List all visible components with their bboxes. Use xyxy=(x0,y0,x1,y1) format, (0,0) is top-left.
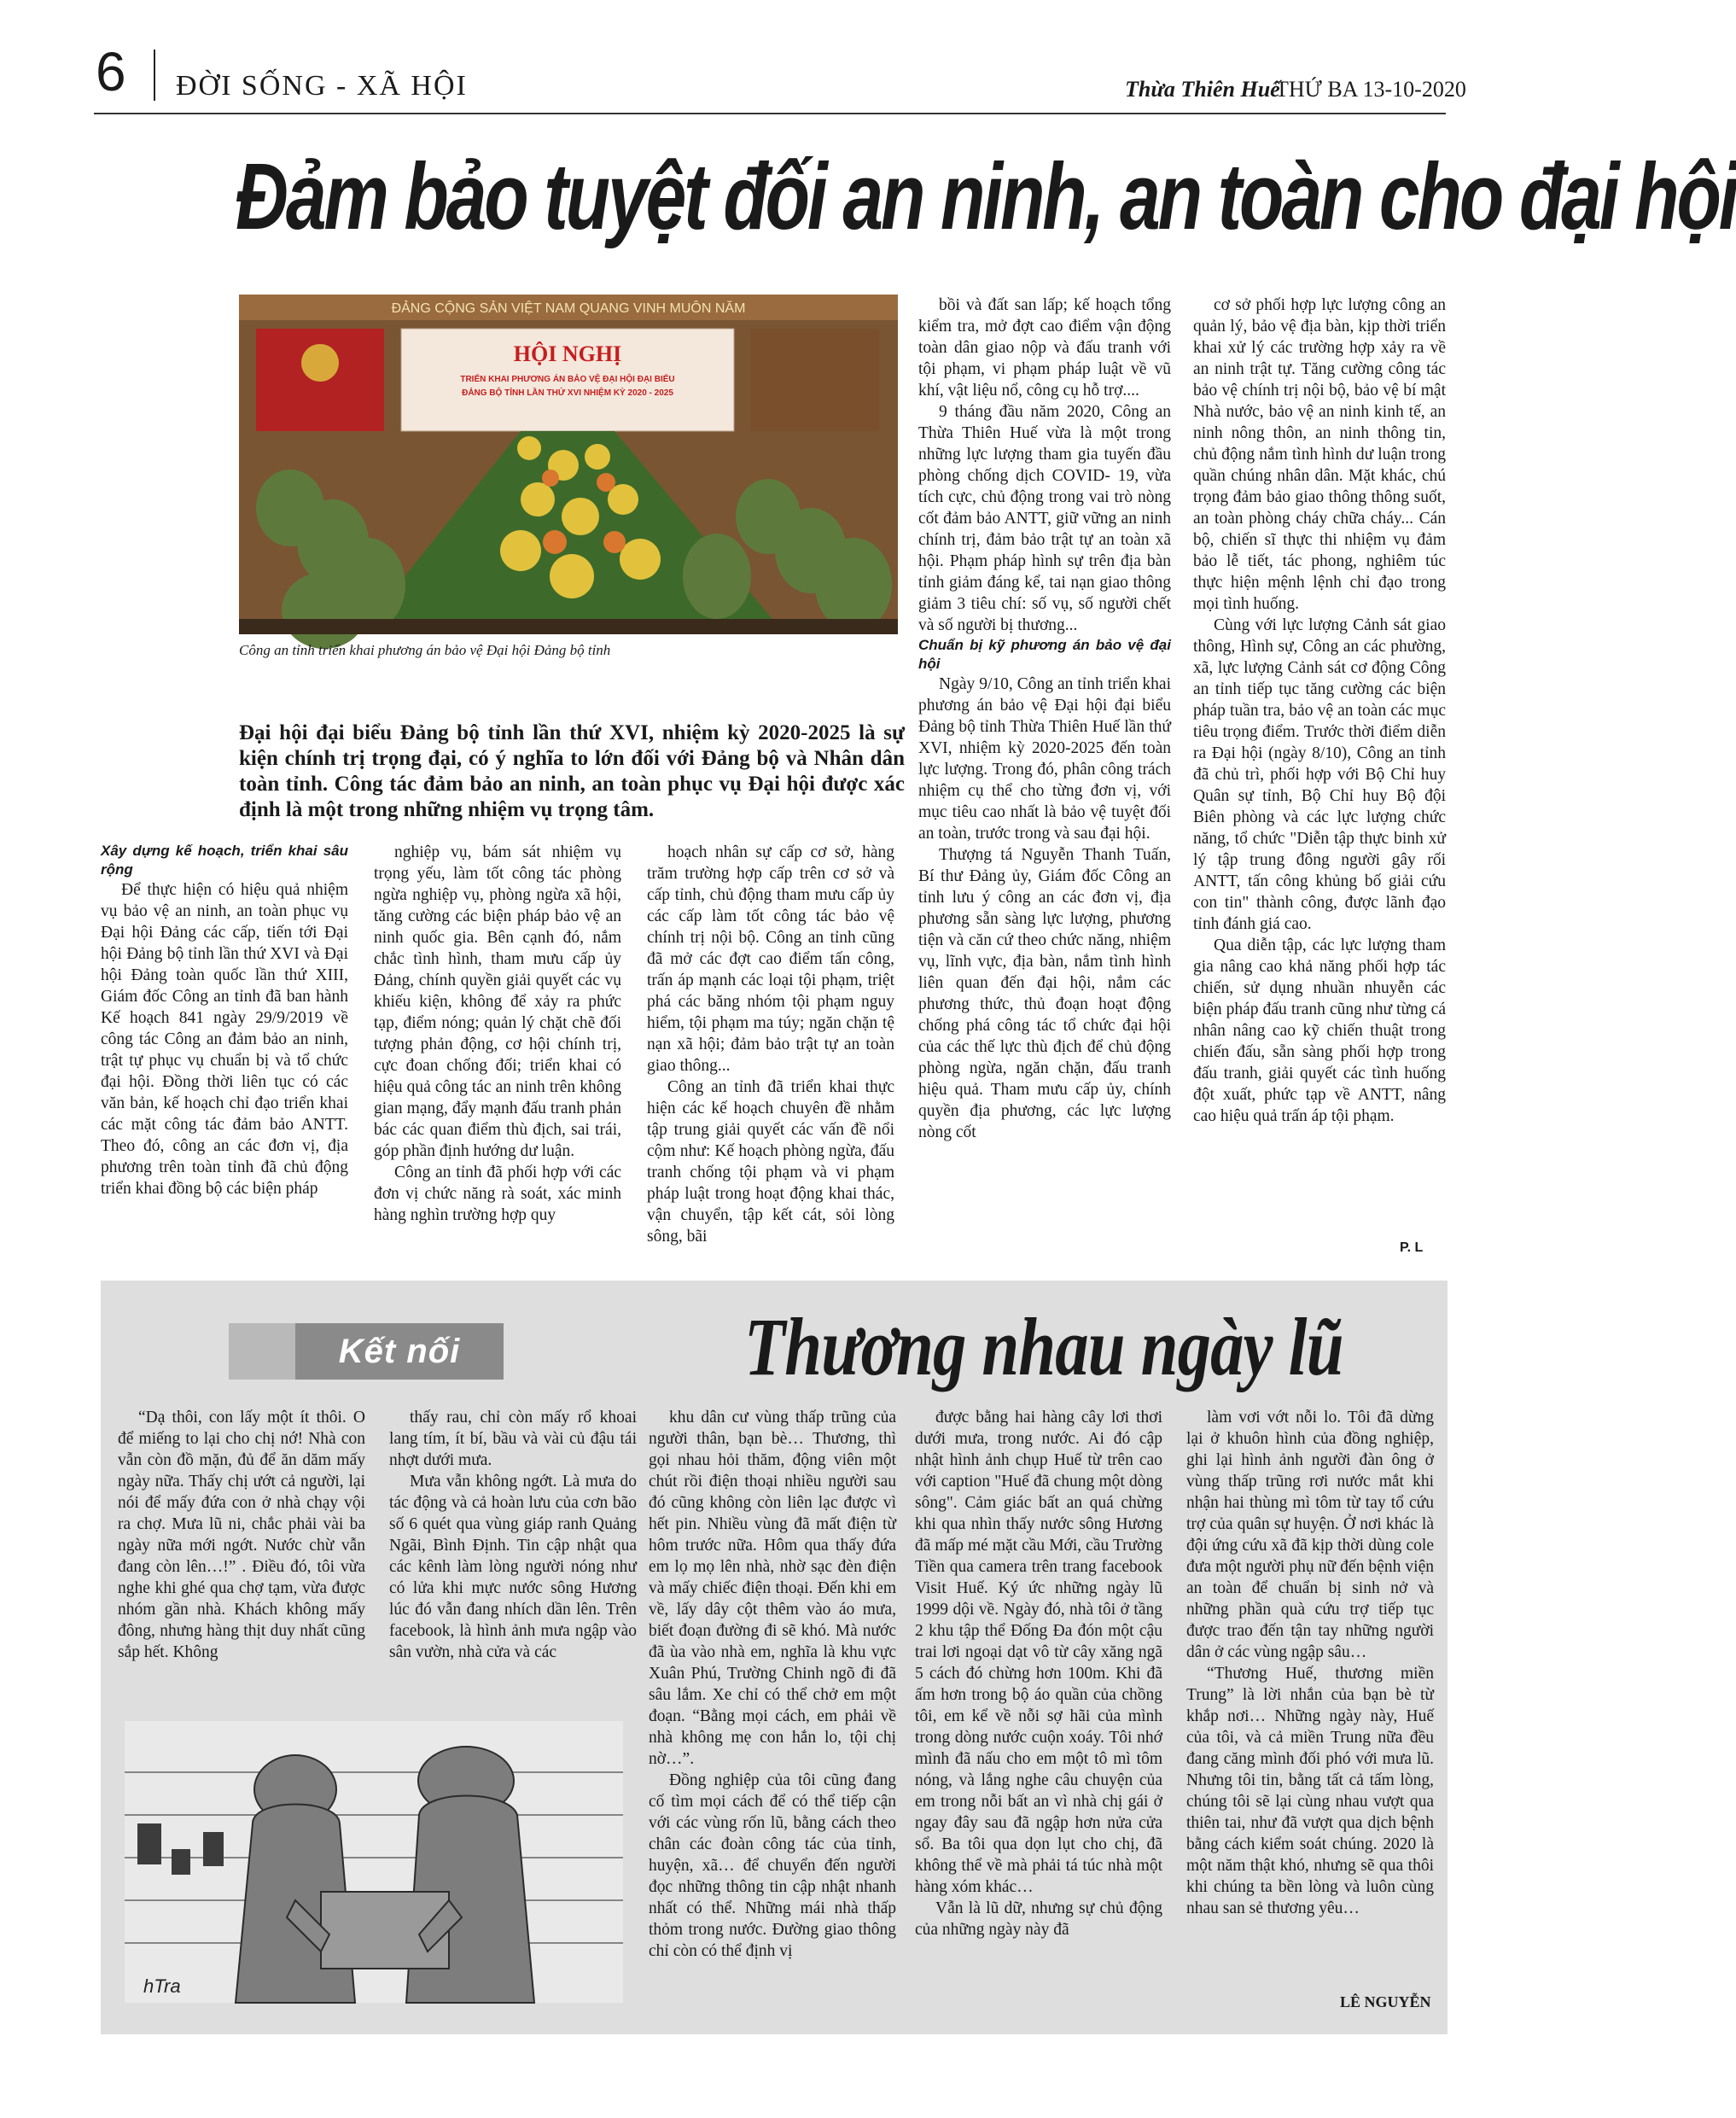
page-number: 6 xyxy=(96,41,126,102)
photo-screen-title: HỘI NGHỊ xyxy=(513,341,622,366)
paragraph: Ngày 9/10, Công an tỉnh triển khai phương án bảo vệ Đại hội đại biểu Đảng bộ tỉnh Thừa Thiên Huế lần thứ XVI, nhiệm kỳ 2020-2025 đến toàn lực lượng. Trong đó, phân công trách nhiệm cụ thể cho từng đơn vị, với mục tiêu cao nhất là bảo vệ tuyệt đối an toàn, trước trong và sau đại hội. xyxy=(918,675,1171,843)
feature-column-1 xyxy=(118,1407,365,1663)
article-column-4 xyxy=(918,295,1171,1143)
paragraph: Đồng nghiệp của tôi cũng đang cố tìm mọi cách để có thể tiếp cận với các vùng rốn lũ, bằng cách theo chân các đoàn công tác của tỉnh, huyện, xã… để chuyển đến người đọc những thông tin cập nhật nhanh nhất có thể. Những mái nhà thấp thỏm trong nước. Đường giao thông chỉ còn có thể định vị xyxy=(649,1771,896,1960)
paragraph: “Dạ thôi, con lấy một ít thôi. O để miếng to lại cho chị nớ! Nhà con vẫn còn đồ mặn, đủ để ăn dăm mấy ngày nữa. Thấy chị ướt cả người, lại nói để mấy đứa con ở nhà chạy vội ra chợ. Mưa lũ ni, chắc phải vài ba ngày nữa mới ngớt. Nước chừ vẫn đang còn lên…!” . Điều đó, tôi vừa nghe khi ghé qua chợ tạm, vừa được nhóm gần nhà. Khách không mấy đông, nhưng hàng thịt duy nhất cũng sắp hết. Không xyxy=(118,1409,365,1661)
photo-banner-text: ĐẢNG CỘNG SẢN VIỆT NAM QUANG VINH MUÔN NĂM xyxy=(391,301,746,316)
rescue-illustration xyxy=(125,1721,623,2003)
feature-column-3 xyxy=(649,1407,896,1962)
conference-photo xyxy=(239,295,898,634)
conference-photo-illustration xyxy=(239,295,898,634)
paragraph: Mưa vẫn không ngớt. Là mưa do tác động và cả hoàn lưu của cơn bão số 6 quét qua vùng giáp ranh Quảng Ngãi, Bình Định. Tin cập nhật qua các kênh làm lòng người nóng như có lửa khi mực nước sông Hương lúc đó vẫn đang nhích dần lên. Trên facebook, là hình ảnh mưa ngập vào sân vườn, nhà cửa và các xyxy=(389,1473,637,1661)
paragraph: được bằng hai hàng cây lơi thơi dưới mưa, trong nước. Ai đó cập nhật hình ảnh chụp Huế từ trên cao với caption "Huế đã chung một dòng sông". Cảm giác bất an quá chừng khi qua nhìn thấy nước sông Hương đã mấp mé mặt cầu Mới, cầu Trường Tiền qua camera trên trang facebook Visit Huế. Ký ức những ngày lũ 1999 dội về. Ngày đó, nhà tôi ở tầng 2 khu tập thể Đống Đa đón một cậu trai lơi ngoại dạt vô từ cây xăng ngã 5 cách đó chừng hơn 100m. Khi đã ấm hơn trong bộ áo quần của chồng tôi, em kể về nỗi sợ hãi của mình trong dòng nước cuộn xoáy. Tôi nhớ mình đã nấu cho em một tô mì tôm nóng, và lắng nghe câu chuyện của em trong nỗi bất an vì nhà chị gái ở ngay đây sau đã ngập hơn nửa cửa sổ. Ba tôi qua dọn lụt cho chị, đã không thể về mà phải tá túc nhà một hàng xóm khác… xyxy=(915,1409,1162,1896)
paragraph: khu dân cư vùng thấp trũng của người thân, bạn bè… Thương, thì gọi nhau hỏi thăm, động viên một chút rồi điện thoại nhiều người sau đó cũng không còn liên lạc được vì hết pin. Nhiều vùng đã mất điện từ hôm trước nữa. Hôm qua thấy đứa em lọ mọ lên nhà, nhờ sạc đèn điện và mấy chiếc điện thoại. Đến khi em về, lấy dây cột thêm vào áo mưa, biết đoạn đường đi sẽ khó. Mà nước đã ùa vào nhà em, nghĩa là khu vực Xuân Phú, Trường Chinh ngõ đi đã sâu lắm. Xe chỉ có thể chở em một đoạn. “Bằng mọi cách, em phải về nhà không mẹ con hắn lo, tội chị nờ…”. xyxy=(649,1409,896,1768)
paragraph: thấy rau, chỉ còn mấy rổ khoai lang tím, ít bí, bầu và vài củ đậu tái nhợt dưới mưa. xyxy=(389,1409,637,1469)
photo-screen-sub2: ĐẢNG BỘ TỈNH LẦN THỨ XVI NHIỆM KỲ 2020 - 2025 xyxy=(462,388,673,398)
feature-column-4 xyxy=(915,1407,1162,1940)
paragraph: Vẫn là lũ dữ, nhưng sự chủ động của những ngày này đã xyxy=(915,1899,1162,1939)
rescue-illustration-drawing xyxy=(125,1721,623,2003)
header-divider xyxy=(154,50,155,101)
subheading: Xây dựng kế hoạch, triển khai sâu rộng xyxy=(101,843,348,878)
feature-column-5 xyxy=(1186,1407,1434,1919)
issue-date: THỨ BA 13-10-2020 xyxy=(1275,77,1466,102)
paragraph: Qua diễn tập, các lực lượng tham gia nâng cao khả năng phối hợp tác chiến, sử dụng nhuần nhuyễn các biện pháp đấu tranh cũng như từng cá nhân nâng cao kỹ chiến thuật trong chiến đấu, sẵn sàng phối hợp trong đấu tranh, giải quyết các tình huống đột xuất, phức tạp về ANTT, nâng cao hiệu quả trấn áp tội phạm. xyxy=(1193,936,1446,1125)
subheading: Chuẩn bị kỹ phương án bảo vệ đại hội xyxy=(918,637,1171,672)
paragraph: nghiệp vụ, bám sát nhiệm vụ trọng yếu, làm tốt công tác phòng ngừa nghiệp vụ, phòng ngừa xã hội, tăng cường các biện pháp bảo vệ an ninh quốc gia. Bên cạnh đó, nắm chắc tình hình, tham mưu cấp ủy Đảng, chính quyền giải quyết các vụ khiếu kiện, không để xảy ra phức tạp, điểm nóng; quản lý chặt chẽ đối tượng phản động, cơ hội chính trị, cực đoan chống đối; triển khai có hiệu quả công tác an ninh trên không gian mạng, đẩy mạnh đấu tranh phản bác các quan điểm thù địch, sai trái, góp phần định hướng dư luận. xyxy=(374,843,621,1160)
article-lead: Đại hội đại biểu Đảng bộ tỉnh lần thứ XVI, nhiệm kỳ 2020-2025 là sự kiện chính trị trọng đại, có ý nghĩa to lớn đối với Đảng bộ và Nhân dân toàn tỉnh. Công tác đảm bảo an ninh, an toàn phục vụ Đại hội được xác định là một trong những nhiệm vụ trọng tâm. xyxy=(239,721,905,821)
photo-caption: Công an tỉnh triển khai phương án bảo vệ Đại hội Đảng bộ tỉnh xyxy=(239,642,611,658)
header-rule xyxy=(94,113,1446,114)
paragraph: cơ sở phối hợp lực lượng công an quản lý, bảo vệ địa bàn, kịp thời triển khai xử lý các trường hợp xảy ra về an ninh trật tự. Tăng cường công tác bảo vệ chính trị nội bộ, bảo vệ bí mật Nhà nước, bảo vệ an ninh kinh tế, an ninh nông thôn, an ninh thông tin, chủ động nắm tình hình dư luận trong quần chúng nhân dân. Mặt khác, chú trọng đảm bảo giao thông thông suốt, an toàn phòng cháy chữa cháy... Cán bộ, chiến sĩ thực thi nhiệm vụ đảm bảo lễ tiết, tác phong, nghiêm túc thực hiện mệnh lệnh chỉ đạo trong mọi tình huống. xyxy=(1193,296,1446,613)
paragraph: bồi và đất san lấp; kế hoạch tổng kiểm tra, mở đợt cao điểm vận động toàn dân giao nộp và đấu tranh với tội phạm, vi phạm pháp luật về vũ khí, vật liệu nổ, công cụ hỗ trợ.... xyxy=(918,296,1171,400)
feature-title: Thương nhau ngày lũ xyxy=(744,1301,1343,1392)
paragraph: Để thực hiện có hiệu quả nhiệm vụ bảo vệ an ninh, an toàn phục vụ Đại hội Đảng các cấp, tiến tới Đại hội Đảng bộ tỉnh lần thứ XVI và Đại hội Đảng toàn quốc lần thứ XIII, Giám đốc Công an tỉnh đã ban hành Kế hoạch 841 ngày 29/9/2019 về công tác Công an đảm bảo an ninh, trật tự phục vụ chuẩn bị và tổ chức đại hội. Đồng thời liên tục có các văn bản, kế hoạch chỉ đạo triển khai các mặt công tác đảm bảo ANTT. Theo đó, công an các đơn vị, địa phương trên toàn tỉnh đã chủ động triển khai đồng bộ các biện pháp xyxy=(101,881,348,1198)
article-column-5 xyxy=(1193,295,1446,1127)
feature-author: LÊ NGUYỄN xyxy=(1340,1993,1431,2010)
article-column-2 xyxy=(374,842,621,1226)
paragraph: Công an tỉnh đã triển khai thực hiện các kế hoạch chuyên đề nhằm tập trung giải quyết các vấn đề nổi cộm như: Kế hoạch phòng ngừa, đấu tranh chống tội phạm và vi phạm pháp luật trong hoạt động khai thác, vận chuyển, tập kết cát, sỏi lòng sông, bãi xyxy=(647,1078,894,1246)
paragraph: Cùng với lực lượng Cảnh sát giao thông, Hình sự, Công an các phường, xã, lực lượng Cảnh sát cơ động Công an tỉnh tiếp tục tăng cường các biện pháp tuần tra, bảo vệ an toàn các mục tiêu trọng điểm. Trước thời điểm diễn ra Đại hội (ngày 8/10), Công an tỉnh đã chủ trì, phối hợp với Bộ Chỉ huy Quân sự tỉnh, Bộ Chỉ huy Bộ đội Biên phòng và các lực lượng chức năng, tổ chức "Diễn tập thực binh xử lý tập trung đông người gây rối ANTT, tấn công khủng bố giải cứu con tin" thành công, được lãnh đạo tỉnh đánh giá cao. xyxy=(1193,616,1446,933)
feature-label: Kết nối xyxy=(295,1323,504,1380)
section-title: ĐỜI SỐNG - XÃ HỘI xyxy=(176,70,468,102)
paragraph: 9 tháng đầu năm 2020, Công an Thừa Thiên Huế vừa là một trong những lực lượng tham gia tuyến đầu phòng chống dịch COVID- 19, vừa tích cực, chủ động trong vai trò nòng cốt đảm bảo ANTT, giữ vững an ninh chính trị, đảm bảo trật tự an toàn xã hội. Phạm pháp hình sự trên địa bàn tỉnh giảm đáng kể, tai nạn giao thông giảm 3 tiêu chí: số vụ, số người chết và số người bị thương... xyxy=(918,403,1171,634)
feature-column-2 xyxy=(389,1407,637,1663)
article-byline: P. L xyxy=(1400,1240,1424,1255)
illustration-signature: hTra xyxy=(143,1975,181,1997)
photo-screen-sub1: TRIỂN KHAI PHƯƠNG ÁN BẢO VỆ ĐẠI HỘI ĐẠI BIỂU xyxy=(460,375,675,384)
article-column-3 xyxy=(647,842,894,1247)
article-headline: Đảm bảo tuyệt đối an ninh, an toàn cho đại hội xyxy=(236,144,1736,249)
newspaper-name: Thừa Thiên Huế xyxy=(1125,77,1280,102)
paragraph: làm vơi vớt nỗi lo. Tôi đã dừng lại ở khuôn hình của đồng nghiệp, ghi lại hình ảnh người đàn ông ở vùng thấp trũng rơi nước mắt khi nhận hai thùng mì tôm từ tay tổ cứu trợ của quân sự huyện. Ở nơi khác là đội ứng cứu xã đã kịp thời dùng cole đưa một người phụ nữ đến bệnh viện an toàn để chuẩn bị sinh nở và những phần quà cứu trợ tiếp tục được trao đến tận tay những người dân ở các vùng ngập sâu… xyxy=(1186,1409,1434,1661)
paragraph: Thượng tá Nguyễn Thanh Tuấn, Bí thư Đảng ủy, Giám đốc Công an tỉnh lưu ý công an các đơn vị, địa phương sẵn sàng lực lượng, phương tiện và căn cứ theo chức năng, nhiệm vụ, lĩnh vực, địa bàn, nắm tình hình liên quan đến đại hội, nắm các phương thức, thủ đoạn hoạt động chống phá công tác tổ chức đại hội của các thế lực thù địch để chủ động phòng ngừa, ngăn chặn, đấu tranh hiệu quả. Tham mưu cấp ủy, chính quyền địa phương, các lực lượng nòng cốt xyxy=(918,846,1171,1141)
paragraph: “Thương Huế, thương miền Trung” là lời nhắn của bạn bè từ khắp nơi… Những ngày này, Huế của tôi, và cả miền Trung nữa đều đang căng mình đối phó với mưa lũ. Nhưng tôi tin, bằng tất cả tấm lòng, chúng tôi sẽ lại cùng nhau vượt qua thiên tai, như đã vượt qua dịch bệnh bằng cách kiểm soát chúng. 2020 là một năm thật khó, nhưng sẽ qua thôi khi chúng ta bền lòng và luôn cùng nhau san sẻ thương yêu… xyxy=(1186,1665,1434,1917)
paragraph: hoạch nhân sự cấp cơ sở, hàng trăm trường hợp cấp trên cơ sở và cấp tỉnh, chủ động tham mưu cấp ủy các cấp làm tốt công tác bảo vệ chính trị nội bộ. Công an tỉnh cũng đã mở các đợt cao điểm tấn công, trấn áp mạnh các loại tội phạm, triệt phá các băng nhóm tội phạm nguy hiểm, tội phạm ma túy; ngăn chặn tệ nạn xã hội; đảm bảo trật tự an toàn giao thông... xyxy=(647,843,894,1075)
paragraph: Công an tỉnh đã phối hợp với các đơn vị chức năng rà soát, xác minh hàng nghìn trường hợp quy xyxy=(374,1164,621,1224)
article-column-1 xyxy=(101,842,348,1199)
